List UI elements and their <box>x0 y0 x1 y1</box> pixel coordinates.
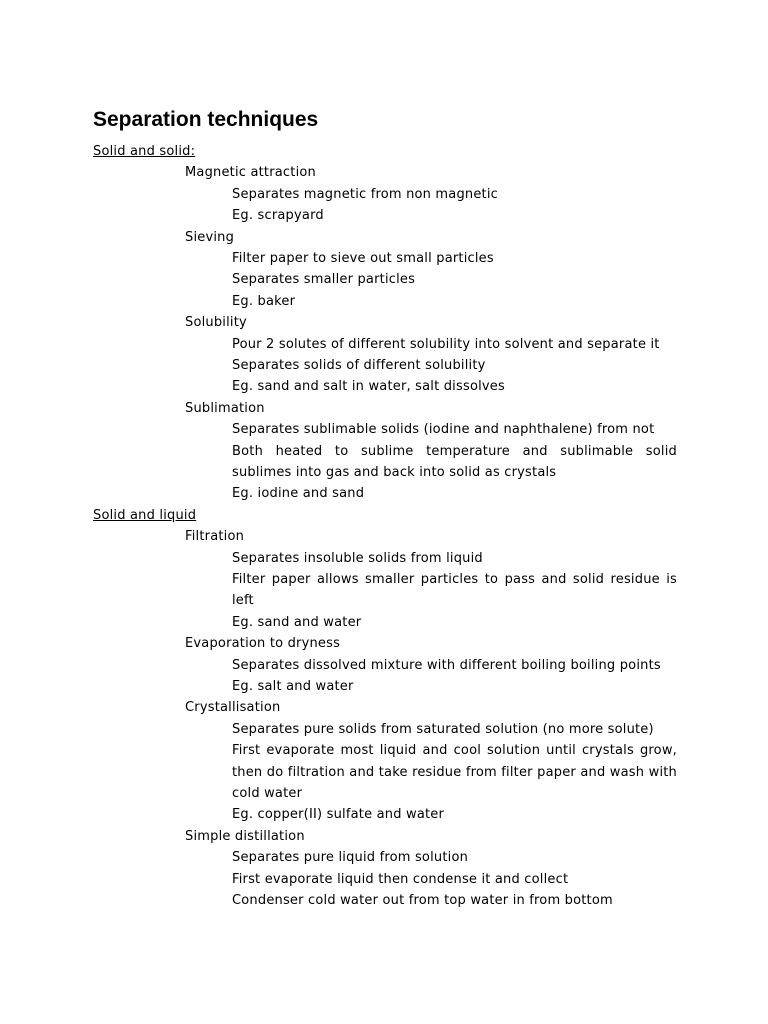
method-point: Separates pure solids from saturated solution (no more solute) <box>232 721 654 737</box>
method-point: Separates insoluble solids from liquid <box>232 550 483 566</box>
method-name: Solubility <box>185 315 247 331</box>
section-heading: Solid and liquid <box>93 507 197 523</box>
method-point: Eg. sand and water <box>232 614 362 630</box>
method-point: Separates sublimable solids (iodine and naphthalene) from not <box>232 422 655 438</box>
method-name: Sieving <box>185 229 235 245</box>
method-name: Sublimation <box>185 400 265 416</box>
method-point: First evaporate most liquid and cool solution until crystals grow, then do filtration and take residue from filter paper and wash with cold water <box>232 743 677 802</box>
method-point: Both heated to sublime temperature and sublimable solid sublimes into gas and back into solid as crystals <box>232 443 677 481</box>
method-point: Eg. baker <box>232 293 296 309</box>
page-title: Separation techniques <box>93 108 319 131</box>
section-heading: Solid and solid: <box>93 144 196 159</box>
method-point: Condenser cold water out from top water in from bottom <box>232 893 613 909</box>
method-point: Filter paper to sieve out small particles <box>232 250 494 266</box>
document-body <box>0 141 768 911</box>
method-point: Pour 2 solutes of different solubility into solvent and separate it <box>232 336 660 352</box>
method-name: Filtration <box>185 529 245 545</box>
method-point: Separates smaller particles <box>232 272 416 288</box>
method-point: Eg. scrapyard <box>232 208 324 224</box>
method-point: Eg. salt and water <box>232 679 354 695</box>
method-name: Evaporation to dryness <box>185 636 341 652</box>
method-point: Filter paper allows smaller particles to pass and solid residue is left <box>232 572 677 609</box>
method-name: Magnetic attraction <box>185 165 316 181</box>
method-point: Separates pure liquid from solution <box>232 850 469 866</box>
method-name: Crystallisation <box>185 700 281 716</box>
method-point: Separates magnetic from non magnetic <box>232 186 499 202</box>
method-point: First evaporate liquid then condense it and collect <box>232 871 569 887</box>
method-point: Eg. iodine and sand <box>232 486 365 502</box>
method-point: Separates solids of different solubility <box>232 358 486 373</box>
method-point: Eg. copper(II) sulfate and water <box>232 807 445 823</box>
method-name: Simple distillation <box>185 828 305 844</box>
method-point: Eg. sand and salt in water, salt dissolves <box>232 379 505 395</box>
method-point: Separates dissolved mixture with different boiling boiling points <box>232 657 661 673</box>
